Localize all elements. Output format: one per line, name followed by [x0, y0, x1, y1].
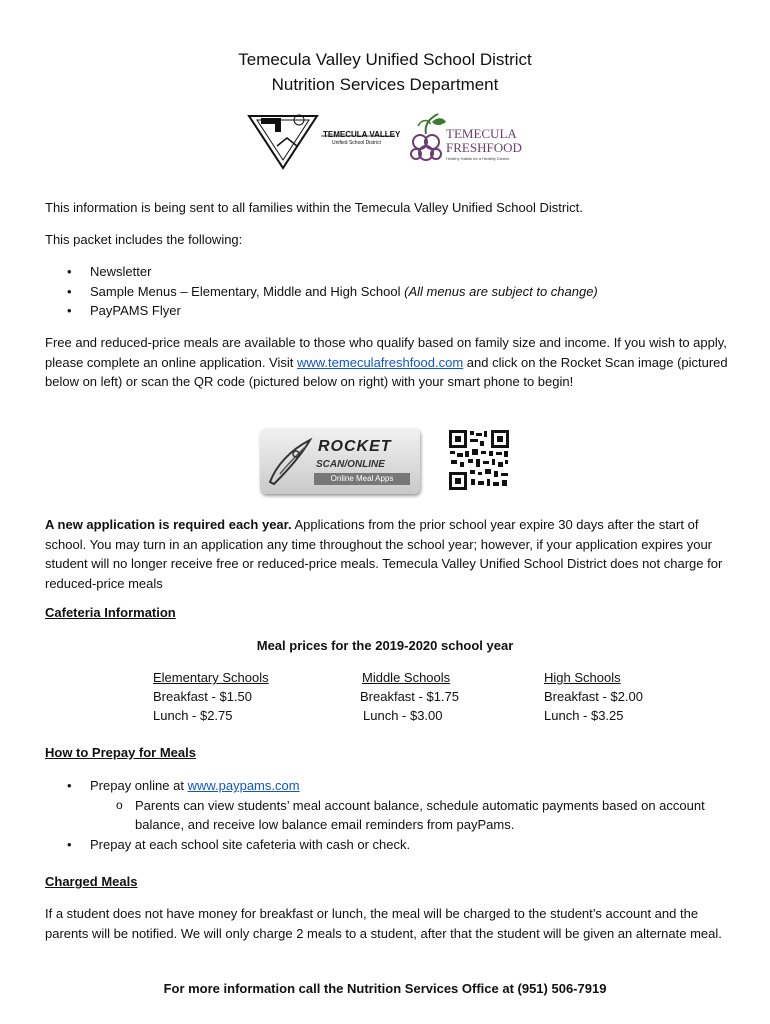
new-application-paragraph	[45, 515, 735, 593]
elementary-heading: Elementary Schools	[153, 670, 269, 685]
department-title: Nutrition Services Department	[271, 75, 499, 94]
list-item	[45, 776, 735, 835]
intro-packet: This packet includes the following:	[45, 232, 243, 247]
rocket-subtitle: SCAN/ONLINE	[316, 459, 385, 470]
menus-note: (All menus are subject to change)	[404, 283, 598, 299]
high-lunch: Lunch - $3.25	[544, 708, 624, 723]
charged-meals-heading: Charged Meals	[45, 874, 138, 889]
freshfood-line2: FRESHFOOD	[446, 140, 522, 155]
freshfood-link[interactable]: www.temeculafreshfood.com	[296, 354, 464, 370]
intro-sent: This information is being sent to all families within the Temecula Valley Unified School District.	[45, 200, 583, 215]
high-heading: High Schools	[544, 670, 621, 685]
free-meals-text-a: Free and reduced-price meals are available to those who qualify based on family size and income. If you wish to apply, please complete an online application. Visit	[45, 335, 727, 370]
cafeteria-heading: Cafeteria Information	[45, 605, 176, 620]
middle-lunch: Lunch - $3.00	[363, 708, 443, 723]
new-application-bold: A new application is required each year.	[45, 517, 292, 532]
free-meals-text-b: and click on the Rocket Scan image (pictured below on left) or scan the QR code (pictured below on right) with your smart phone to begin!	[45, 354, 728, 389]
free-meals-paragraph	[45, 333, 735, 392]
list-item	[45, 262, 735, 282]
paypams-link[interactable]: www.paypams.com	[187, 778, 300, 793]
packet-item-newsletter: Newsletter	[90, 264, 152, 279]
district-title: Temecula Valley Unified School District	[238, 50, 532, 69]
rocket-scan-button[interactable]	[260, 428, 420, 494]
rocket-icon	[266, 436, 314, 486]
packet-item-menus: Sample Menus – Elementary, Middle and High School	[90, 283, 401, 299]
footer-contact: For more information call the Nutrition Services Office at (951) 506-7919	[163, 981, 607, 996]
middle-breakfast: Breakfast - $1.75	[360, 689, 459, 704]
freshfood-line1: TEMECULA	[446, 126, 517, 141]
meal-prices-title: Meal prices for the 2019-2020 school year	[256, 638, 514, 653]
prepay-online-text: Prepay online at	[90, 778, 188, 793]
new-application-text: Applications from the prior school year expire 30 days after the start of school. You may turn in an application any time throughout the school year; however, if your application expires your student will no longer receive free or reduced-price meals. Temecula Valley Unified School District does not charge for reduced-price meals	[45, 517, 723, 591]
middle-prices	[360, 668, 459, 725]
packet-item-flyer: PayPAMS Flyer	[90, 303, 181, 318]
prepay-list	[45, 776, 735, 854]
high-prices	[544, 668, 643, 725]
elementary-prices	[153, 668, 269, 725]
packet-list	[45, 262, 735, 321]
prepay-sub-list	[90, 796, 735, 835]
qr-code-icon[interactable]	[448, 429, 510, 491]
elementary-breakfast: Breakfast - $1.50	[153, 689, 252, 704]
list-item	[45, 301, 735, 321]
rocket-bar-label: Online Meal Apps	[314, 473, 410, 485]
charged-meals-paragraph: If a student does not have money for breakfast or lunch, the meal will be charged to the student’s account and the parents will be notified. We will only charge 2 meals to a student, after that the student will be given an alternate meal.	[45, 906, 722, 941]
tvusd-subtitle: Unified School District	[332, 140, 381, 146]
prepay-cafeteria-text: Prepay at each school site cafeteria with cash or check.	[90, 836, 411, 852]
freshfood-name	[446, 127, 522, 155]
rocket-title: ROCKET	[318, 438, 392, 455]
prepay-heading: How to Prepay for Meals	[45, 745, 196, 760]
prepay-sub-text: Parents can view students’ meal account balance, schedule automatic payments based on account balance, and receive low balance email reminders from payPams.	[135, 797, 705, 832]
list-item	[45, 282, 735, 302]
list-item	[90, 796, 735, 835]
middle-heading: Middle Schools	[362, 670, 451, 685]
list-item	[45, 835, 735, 855]
tvusd-name: TEMECULA VALLEY	[323, 130, 401, 139]
freshfood-tagline: Healthy Habits for a Healthy District	[446, 156, 510, 161]
logo-row	[0, 108, 770, 170]
elementary-lunch: Lunch - $2.75	[153, 708, 233, 723]
high-breakfast: Breakfast - $2.00	[544, 689, 643, 704]
